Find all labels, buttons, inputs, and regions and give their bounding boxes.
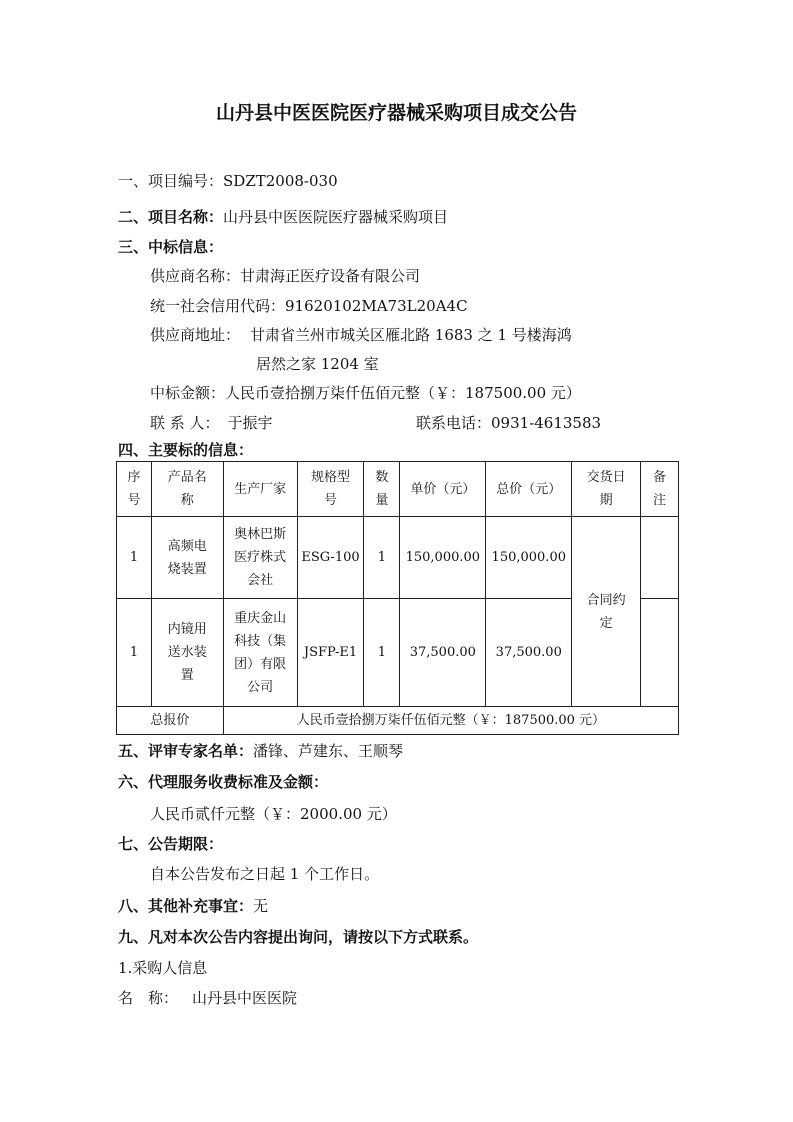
notice-period-value: 自本公告发布之日起 1 个工作日。 [150, 865, 380, 883]
credit-code-label: 统一社会信用代码： [150, 297, 286, 315]
header-cell: 备注 [641, 462, 679, 517]
address-line [150, 325, 572, 345]
buyer-info-heading: 1.采购人信息 [118, 959, 208, 977]
contact-value: 于振宇 [227, 414, 273, 432]
row-manufacturer: 重庆金山科技（集团）有限公司 [223, 599, 297, 707]
row-model: ESG-100 [297, 517, 364, 599]
row-product: 内镜用送水装置 [151, 599, 223, 707]
experts-label: 五、评审专家名单： [118, 742, 254, 760]
address-label: 供应商地址： [150, 326, 241, 344]
supplier-line [150, 266, 420, 286]
header-cell: 产品名称 [151, 462, 223, 517]
phone-value: 0931-4613583 [491, 414, 602, 432]
header-cell: 序号 [117, 462, 152, 517]
other-matters-value: 无 [253, 897, 269, 915]
row-remark [641, 599, 679, 707]
experts-line [118, 741, 403, 761]
address-value-line1: 甘肃省兰州市城关区雁北路 1683 之 1 号楼海鸿 [250, 326, 572, 344]
row-manufacturer: 奥林巴斯医疗株式会社 [223, 517, 297, 599]
header-cell: 规格型号 [297, 462, 364, 517]
experts-value: 潘锋、芦建东、王顺琴 [253, 742, 404, 760]
supplier-value: 甘肃海正医疗设备有限公司 [240, 267, 421, 285]
delivery-cell: 合同约定 [572, 517, 641, 707]
contact-line [150, 413, 273, 433]
row-qty: 1 [364, 517, 400, 599]
award-amount-value: 人民币壹拾捌万柒仟伍佰元整（￥：187500.00 元） [225, 384, 581, 402]
header-cell: 总价（元） [486, 462, 572, 517]
award-amount-line [150, 383, 581, 403]
address-value-line2: 居然之家 1204 室 [256, 355, 379, 373]
contact-label: 联 系 人： [150, 414, 220, 432]
table-row [117, 517, 679, 599]
total-value: 人民币壹拾捌万柒仟伍佰元整（￥：187500.00 元） [223, 707, 678, 735]
header-cell: 生产厂家 [223, 462, 297, 517]
award-info-heading: 三、中标信息： [118, 238, 224, 256]
project-number-value: SDZT2008-030 [223, 172, 338, 190]
phone-label: 联系电话： [416, 414, 492, 432]
supplier-label: 供应商名称： [150, 267, 241, 285]
header-cell: 交货日期 [572, 462, 641, 517]
row-total-price: 150,000.00 [486, 517, 572, 599]
agency-fee-value: 人民币贰仟元整（￥：2000.00 元） [150, 805, 397, 823]
agency-fee-heading: 六、代理服务收费标准及金额： [118, 773, 329, 791]
row-remark [641, 517, 679, 599]
row-seq: 1 [117, 599, 152, 707]
award-amount-label: 中标金额： [150, 384, 226, 402]
credit-code-line [150, 296, 468, 316]
project-name-line [118, 207, 448, 227]
project-number-line [118, 171, 338, 191]
project-name-label: 二、项目名称： [118, 208, 224, 226]
buyer-name-label: 名 称： [118, 989, 179, 1007]
row-product: 高频电烧装置 [151, 517, 223, 599]
notice-period-heading: 七、公告期限： [118, 835, 224, 853]
row-unit-price: 37,500.00 [400, 599, 486, 707]
row-seq: 1 [117, 517, 152, 599]
buyer-name-line [118, 988, 297, 1008]
row-qty: 1 [364, 599, 400, 707]
items-table [116, 461, 679, 735]
project-number-label: 一、项目编号： [118, 172, 224, 190]
table-header-row [117, 462, 679, 517]
credit-code-value: 91620102MA73L20A4C [285, 297, 468, 315]
row-model: JSFP-E1 [297, 599, 364, 707]
total-label: 总报价 [117, 707, 224, 735]
total-row [117, 707, 679, 735]
notice-title: 山丹县中医医院医疗器械采购项目成交公告 [215, 102, 577, 124]
buyer-name-value: 山丹县中医医院 [192, 989, 298, 1007]
row-total-price: 37,500.00 [486, 599, 572, 707]
header-cell: 数量 [364, 462, 400, 517]
other-matters-line [118, 896, 268, 916]
items-heading: 四、主要标的信息： [118, 441, 254, 459]
phone-line [416, 413, 601, 433]
inquiry-heading: 九、凡对本次公告内容提出询问，请按以下方式联系。 [118, 928, 479, 946]
project-name-value: 山丹县中医医院医疗器械采购项目 [223, 208, 449, 226]
row-unit-price: 150,000.00 [400, 517, 486, 599]
other-matters-label: 八、其他补充事宜： [118, 897, 254, 915]
header-cell: 单价（元） [400, 462, 486, 517]
